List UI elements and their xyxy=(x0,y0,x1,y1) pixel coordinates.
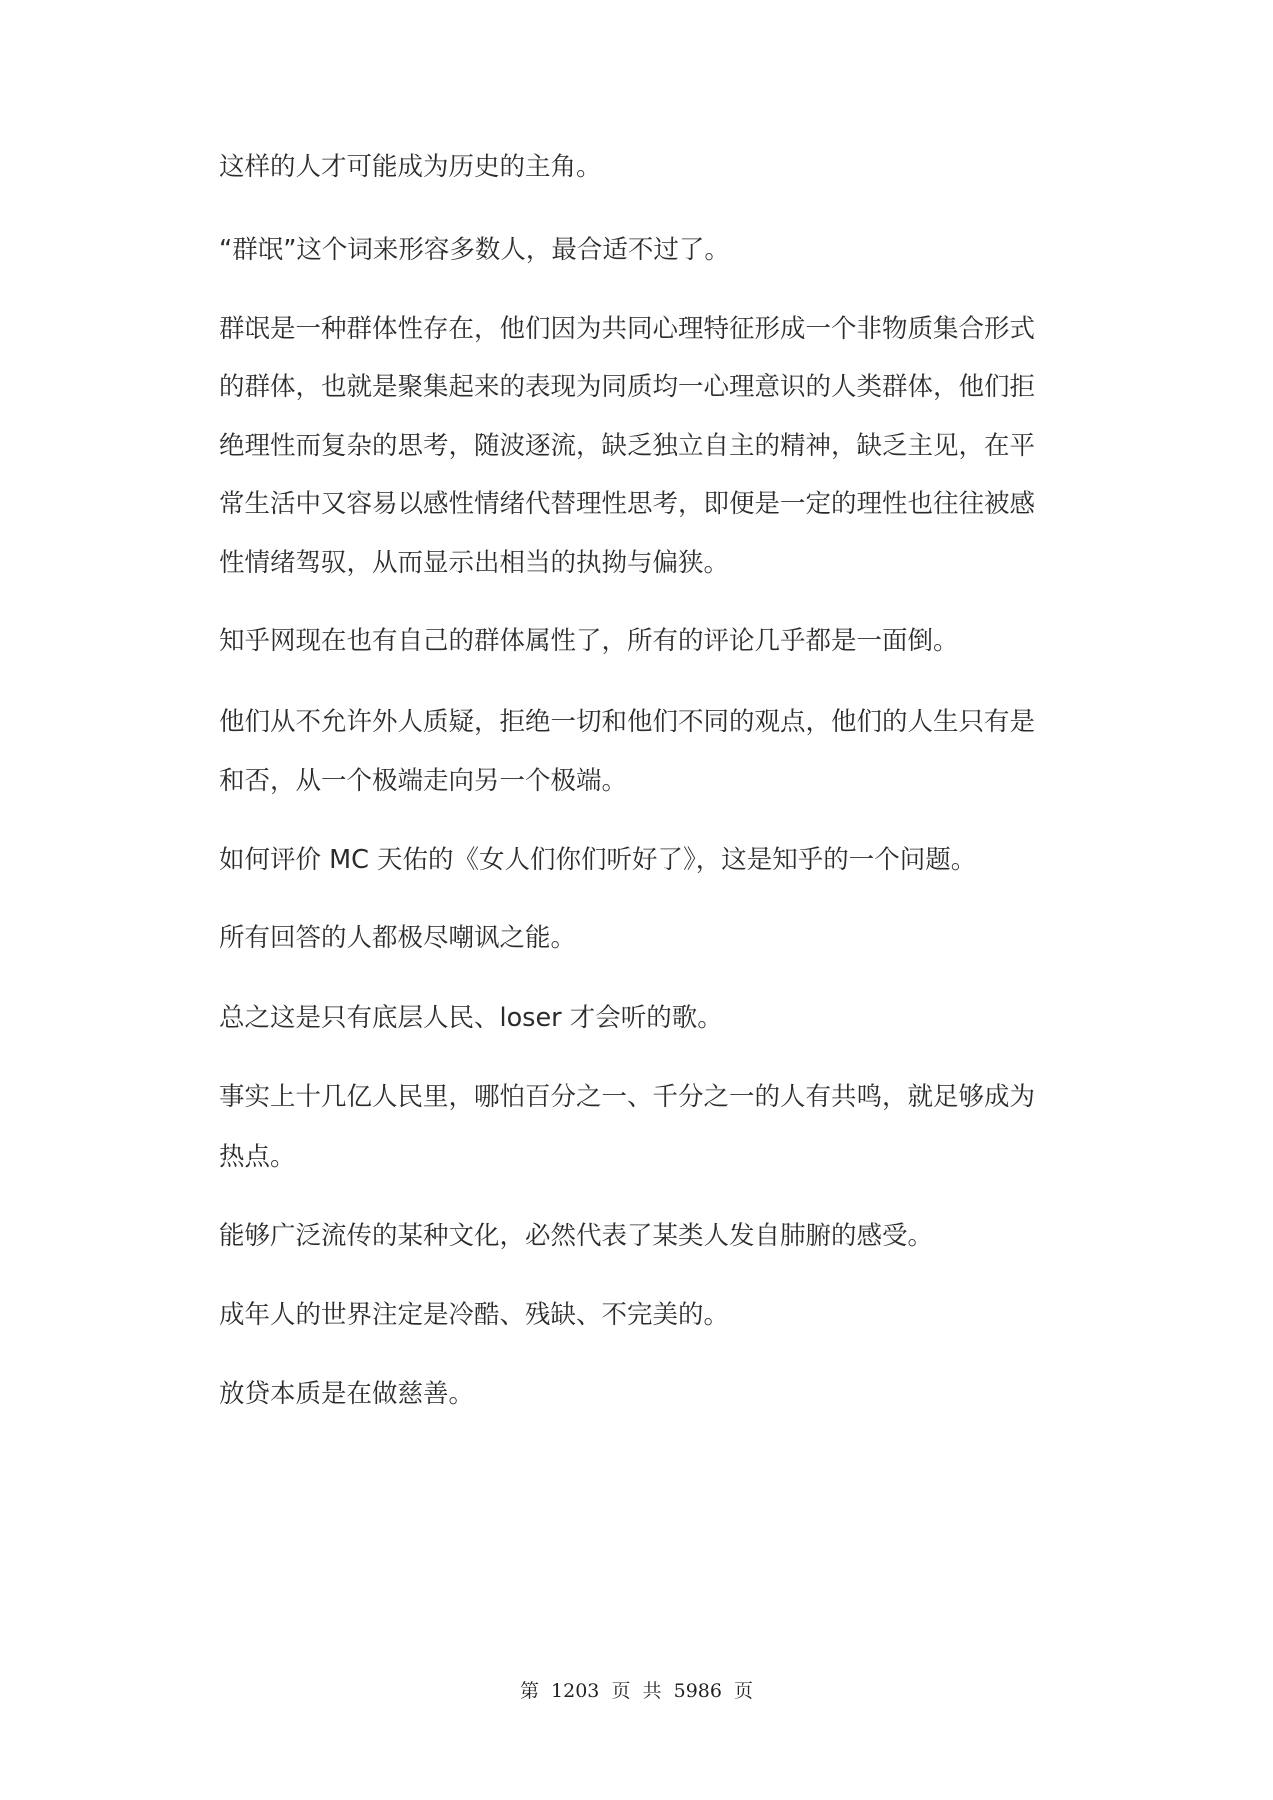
paragraph-line: 事实上十几亿人民里，哪怕百分之一、千分之一的人有共鸣，就足够成为 xyxy=(219,1082,1036,1112)
paragraph-line: 所有回答的人都极尽嘲讽之能。 xyxy=(219,923,577,953)
paragraph-line: 他们从不允许外人质疑，拒绝一切和他们不同的观点，他们的人生只有是 xyxy=(219,707,1036,737)
paragraph-line: 如何评价 MC 天佑的《女人们你们听好了》，这是知乎的一个问题。 xyxy=(219,845,977,875)
page-footer: 第 1203 页 共 5986 页 xyxy=(519,1680,754,1702)
paragraph-line: 常生活中又容易以感性情绪代替理性思考，即便是一定的理性也往往被感 xyxy=(219,489,1036,519)
paragraph-line: 成年人的世界注定是冷酷、残缺、不完美的。 xyxy=(219,1300,730,1330)
paragraph-line: 总之这是只有底层人民、loser 才会听的歌。 xyxy=(219,1003,723,1033)
paragraph-line: 群氓是一种群体性存在，他们因为共同心理特征形成一个非物质集合形式 xyxy=(219,314,1036,344)
paragraph-line: 知乎网现在也有自己的群体属性了，所有的评论几乎都是一面倒。 xyxy=(219,626,959,656)
paragraph-line: 热点。 xyxy=(219,1142,296,1172)
paragraph-line: 的群体，也就是聚集起来的表现为同质均一心理意识的人类群体，他们拒 xyxy=(219,372,1036,402)
paragraph-line: 这样的人才可能成为历史的主角。 xyxy=(219,152,602,182)
paragraph-line: 性情绪驾驭，从而显示出相当的执拗与偏狭。 xyxy=(219,548,730,578)
paragraph-line: 放贷本质是在做慈善。 xyxy=(219,1379,475,1409)
paragraph-line: 能够广泛流传的某种文化，必然代表了某类人发自肺腑的感受。 xyxy=(219,1221,934,1251)
paragraph-line: 和否，从一个极端走向另一个极端。 xyxy=(219,766,628,796)
paragraph-line: “群氓”这个词来形容多数人，最合适不过了。 xyxy=(219,235,730,265)
paragraph-line: 绝理性而复杂的思考，随波逐流，缺乏独立自主的精神，缺乏主见，在平 xyxy=(219,431,1036,461)
